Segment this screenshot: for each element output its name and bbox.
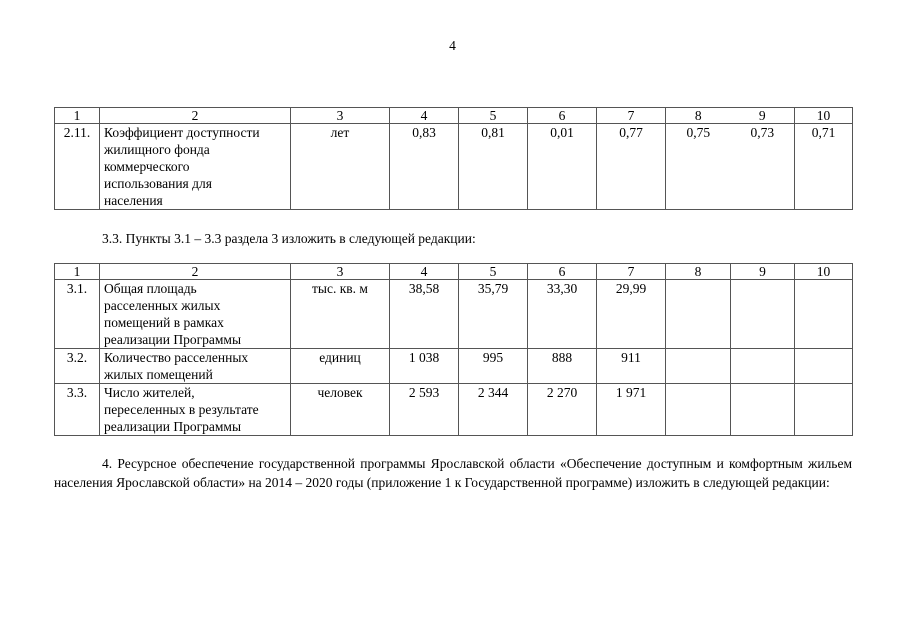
table-header-row — [55, 264, 853, 280]
indicator-name-line: населения — [104, 193, 163, 208]
indicator-name — [100, 280, 291, 349]
header-cell: 3 — [291, 108, 390, 124]
header-cell: 1 — [55, 264, 100, 280]
resource-paragraph: 4. Ресурсное обеспечение государственной программы Ярославской области «Обеспечение доступным и комфортным жильем населения Ярославской области» на 2014 – 2020 годы (приложение 1 к Государственной программе) изложить в следующей редакции: — [54, 456, 852, 490]
table-row — [55, 280, 853, 349]
indicator-name-line: помещений в рамках — [104, 315, 224, 330]
unit-cell: человек — [291, 384, 390, 436]
indicator-name-line: расселенных жилых — [104, 298, 221, 313]
value-cell — [795, 280, 853, 349]
value-cell — [731, 280, 795, 349]
row-number: 3.3. — [55, 384, 100, 436]
header-cell: 6 — [528, 264, 597, 280]
value-cell: 33,30 — [528, 280, 597, 349]
value-cell: 38,58 — [390, 280, 459, 349]
header-cell: 6 — [528, 108, 597, 124]
value-cell — [731, 384, 795, 436]
value-cell: 0,83 — [390, 124, 459, 210]
value-cell: 29,99 — [597, 280, 666, 349]
value-cell: 0,77 — [597, 124, 666, 210]
indicator-name-line: жилых помещений — [104, 367, 213, 382]
indicator-name-line: реализации Программы — [104, 332, 242, 347]
header-cell: 2 — [100, 108, 291, 124]
row-number: 3.2. — [55, 349, 100, 384]
value-cell: 0,01 — [528, 124, 597, 210]
indicator-name-line: переселенных в результате — [104, 402, 259, 417]
value-cell: 2 270 — [528, 384, 597, 436]
unit-cell: единиц — [291, 349, 390, 384]
indicator-name — [100, 349, 291, 384]
value-cell — [731, 349, 795, 384]
header-cell: 4 — [390, 264, 459, 280]
indicator-name-line: Коэффициент доступности — [104, 125, 260, 140]
row-number: 2.11. — [55, 124, 100, 210]
table-row — [55, 384, 853, 436]
header-cell: 9 — [731, 264, 795, 280]
page-number: 4 — [449, 38, 456, 53]
table-header-row — [55, 108, 853, 124]
value-cell: 0,75 — [666, 124, 731, 210]
indicator-name-line: использования для — [104, 176, 212, 191]
indicator-name-line: Число жителей, — [104, 385, 195, 400]
section-paragraph: 3.3. Пункты 3.1 – 3.3 раздела 3 изложить в следующей редакции: — [102, 231, 476, 246]
value-cell: 0,71 — [795, 124, 853, 210]
value-cell: 888 — [528, 349, 597, 384]
table-row — [55, 124, 853, 210]
indicator-name-line: коммерческого — [104, 159, 190, 174]
value-cell: 0,73 — [731, 124, 795, 210]
header-cell: 3 — [291, 264, 390, 280]
indicator-name — [100, 384, 291, 436]
header-cell: 2 — [100, 264, 291, 280]
value-cell: 911 — [597, 349, 666, 384]
value-cell: 0,81 — [459, 124, 528, 210]
table-row — [55, 349, 853, 384]
value-cell: 2 344 — [459, 384, 528, 436]
header-cell: 5 — [459, 264, 528, 280]
indicator-name-line: жилищного фонда — [104, 142, 210, 157]
value-cell: 35,79 — [459, 280, 528, 349]
value-cell: 1 038 — [390, 349, 459, 384]
indicator-name-line: Общая площадь — [104, 281, 197, 296]
unit-cell: тыс. кв. м — [291, 280, 390, 349]
header-cell: 8 — [666, 264, 731, 280]
value-cell — [666, 384, 731, 436]
header-cell: 5 — [459, 108, 528, 124]
indicator-name — [100, 124, 291, 210]
value-cell: 1 971 — [597, 384, 666, 436]
unit-cell: лет — [291, 124, 390, 210]
header-cell: 10 — [795, 264, 853, 280]
indicator-name-line: реализации Программы — [104, 419, 242, 434]
header-cell: 1 — [55, 108, 100, 124]
value-cell — [666, 280, 731, 349]
header-cell: 7 — [597, 108, 666, 124]
indicator-table-1 — [54, 107, 853, 210]
header-cell: 8 — [666, 108, 731, 124]
header-cell: 4 — [390, 108, 459, 124]
header-cell: 10 — [795, 108, 853, 124]
value-cell — [666, 349, 731, 384]
header-cell: 9 — [731, 108, 795, 124]
value-cell — [795, 349, 853, 384]
value-cell: 995 — [459, 349, 528, 384]
row-number: 3.1. — [55, 280, 100, 349]
indicator-name-line: Количество расселенных — [104, 350, 249, 365]
value-cell: 2 593 — [390, 384, 459, 436]
indicator-table-2 — [54, 263, 853, 436]
header-cell: 7 — [597, 264, 666, 280]
value-cell — [795, 384, 853, 436]
